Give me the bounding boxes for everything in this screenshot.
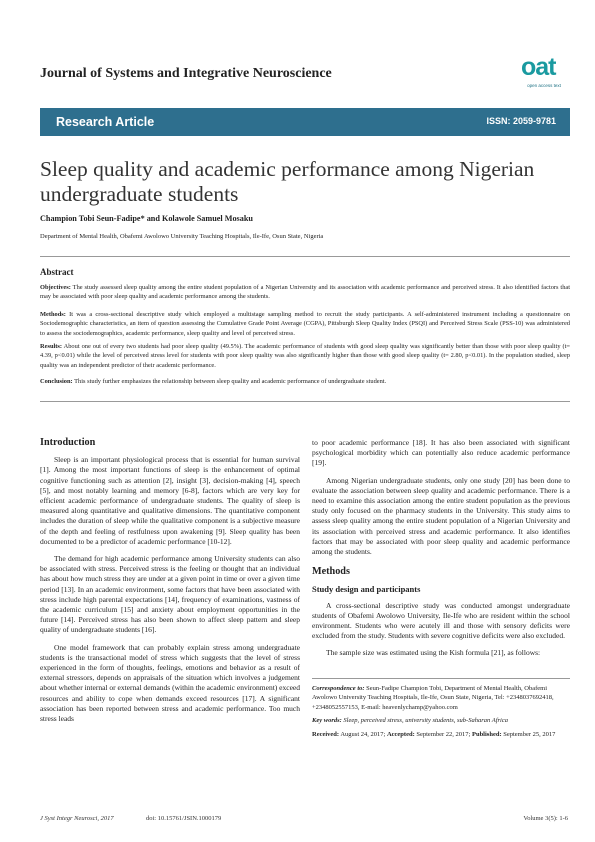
authors: Champion Tobi Seun-Fadipe* and Kolawole Samuel Mosaku	[40, 214, 253, 223]
conclusion-label: Conclusion:	[40, 378, 73, 385]
divider	[40, 401, 570, 402]
correspondence-text: Seun-Fadipe Champion Tobi, Department of Mental Health, Obafemi Awolowo University Teaching Hospitals, Ile-Ife, Osun State, Nigeria, Tel: +2348037692418, +2348052557153, E-mail: heavenlychamp@yahoo.com	[312, 685, 554, 711]
footer-doi: doi: 10.15761/JSIN.1000179	[146, 815, 222, 822]
article-type-label: Research Article	[56, 115, 155, 129]
body-paragraph: The sample size was estimated using the Kish formula [21], as follows:	[326, 648, 541, 658]
abstract-conclusion	[40, 377, 570, 386]
introduction-heading: Introduction	[40, 437, 96, 448]
objectives-label: Objectives:	[40, 284, 71, 291]
correspondence	[312, 684, 570, 712]
objectives-text: The study assessed sleep quality among the entire student population of a Nigerian University and its association with academic performance and perceived stress. It also identified factors that may be associated with poor sleep quality and academic performance among the students.	[40, 284, 570, 301]
conclusion-text: This study further emphasizes the relationship between sleep quality and academic performance of undergraduate student.	[74, 378, 387, 385]
footer-citation: J Syst Integr Neurosci, 2017	[40, 815, 114, 822]
affiliation: Department of Mental Health, Obafemi Awolowo University Teaching Hospitals, Ile-Ife, Osun State, Nigeria	[40, 233, 324, 240]
abstract-heading: Abstract	[40, 267, 74, 277]
results-label: Results:	[40, 343, 63, 350]
body-paragraph: to poor academic performance [18]. It has also been associated with significant psychological morbidity which can potentially also reduce academic performance [19].	[312, 438, 570, 468]
footer-volume: Volume 3(5): 1-6	[523, 815, 568, 822]
article-type-banner	[40, 108, 570, 136]
abstract-results	[40, 342, 570, 370]
results-text: About one out of every two students had poor sleep quality (49.5%). The academic performance of students with good sleep quality was significantly better than those with poor sleep quality (t= 4.39, p<0.01) while the level of perceived stress level for students with poor sleep quality was also significantly higher than those with good sleep quality (t= 2.80, p<0.01). In the population studied, sleep quality was an independent predictor of their academic performance.	[40, 343, 570, 369]
oat-logo	[517, 54, 567, 90]
received-date: August 24, 2017;	[340, 730, 386, 738]
body-paragraph: One model framework that can probably explain stress among undergraduate students is the transactional model of stress which suggests that the level of stress experienced in the form of thoughts, feelings, emotions and behavior as a result of external stressors, depends on appraisals of the situation which involves a judgement about whether internal or external demands (within the academic environment) exceed resources and ability to cope when demands exceed resources [17]. A significant association has been reported between stress and academic performance. Too much stress leads	[40, 642, 300, 724]
logo-text: oat	[521, 53, 556, 81]
methods-text: It was a cross-sectional descriptive study which employed a multistage sampling method to recruit the study participants. A self-administered instrument including a questionnaire on Sociodemographic characteristics, an item of question assessing the Cumulative Grade Point Average (CGPA), Pittsburgh Sleep Quality Index (PSQI) and Perceived Stress Scale (PSS-10) was administered to assess the sociodemographics, academic performance, sleep quality and level of perceived stress.	[40, 311, 570, 337]
divider	[40, 256, 570, 257]
journal-title: Journal of Systems and Integrative Neuroscience	[40, 66, 332, 81]
correspondence-box	[312, 684, 570, 739]
body-paragraph: A cross-sectional descriptive study was conducted amongst undergraduate students of Obafemi Awolowo University, Ile-Ife who are resident within the school environment. Students who were acutely ill and those with sensory deficits were excluded from the study. Students with severe cognitive deficits were also excluded.	[312, 600, 570, 641]
divider	[312, 678, 570, 679]
abstract-objectives	[40, 283, 570, 302]
body-paragraph: Sleep is an important physiological process that is essential for human survival [1]. Among the most important functions of sleep is the enhancement of optimal cognitive functioning such as attention [2], insight [3], decision-making [4], speech [5], and most notably learning and memory [6-8], factors which are very key for efficient academic performance of undergraduate students. The quality of sleep is measured along quantitative and qualitative dimensions. The quantitative component includes the duration of sleep while the qualitative component is a subjective measure of the depth and feeling of restfulness upon awakening [9]. Sleep quality has been documented to be a predictor of academic performance [10-12].	[40, 455, 300, 546]
keywords	[312, 716, 570, 725]
published-label: Published:	[471, 730, 502, 738]
article-title: Sleep quality and academic performance among Nigerian undergraduate students	[40, 157, 535, 206]
issn-label: ISSN: 2059-9781	[486, 116, 556, 126]
keywords-text: Sleep, perceived stress, university students, sub-Saharan Africa	[343, 717, 509, 725]
dates	[312, 730, 570, 739]
abstract-methods	[40, 310, 570, 338]
published-date: September 25, 2017	[503, 730, 556, 738]
right-column	[312, 438, 570, 659]
accepted-date: September 22, 2017;	[416, 730, 471, 738]
body-paragraph: The demand for high academic performance among University students can also be associated with stress. Perceived stress is the feeling or thought that an individual has about how much stress they are under at a given point in time or over a given time period [13]. In an academic environment, some factors that have been associated with stress include high parental expectations [14], frequency of examinations, vastness of the academic curriculum [15] and anxiety about employment opportunities in the future [14]. Perceived stress has also been shown to affect sleep pattern and sleep quality of undergraduate students [16].	[40, 554, 300, 635]
study-design-heading: Study design and participants	[312, 584, 421, 595]
correspondence-label: Correspondence to:	[312, 685, 365, 692]
received-label: Received:	[312, 730, 340, 738]
body-paragraph: Among Nigerian undergraduate students, only one study [20] has been done to evaluate the association between sleep quality and academic performance. There is a need to examine this association among the entire student population as the previous study only focused on the pharmacy students in the University. This study aims to assess sleep quality among the entire student population of a Nigerian University and its association with perceived stress and academic performance. It also identifies factors that may be associated with poor sleep quality and academic performance among the students.	[312, 475, 570, 557]
left-column	[40, 438, 300, 724]
logo-tagline: open access text	[527, 83, 561, 88]
methods-heading: Methods	[312, 566, 350, 578]
keywords-label: Key words:	[312, 717, 342, 725]
methods-label: Methods:	[40, 311, 66, 318]
accepted-label: Accepted:	[386, 730, 415, 738]
